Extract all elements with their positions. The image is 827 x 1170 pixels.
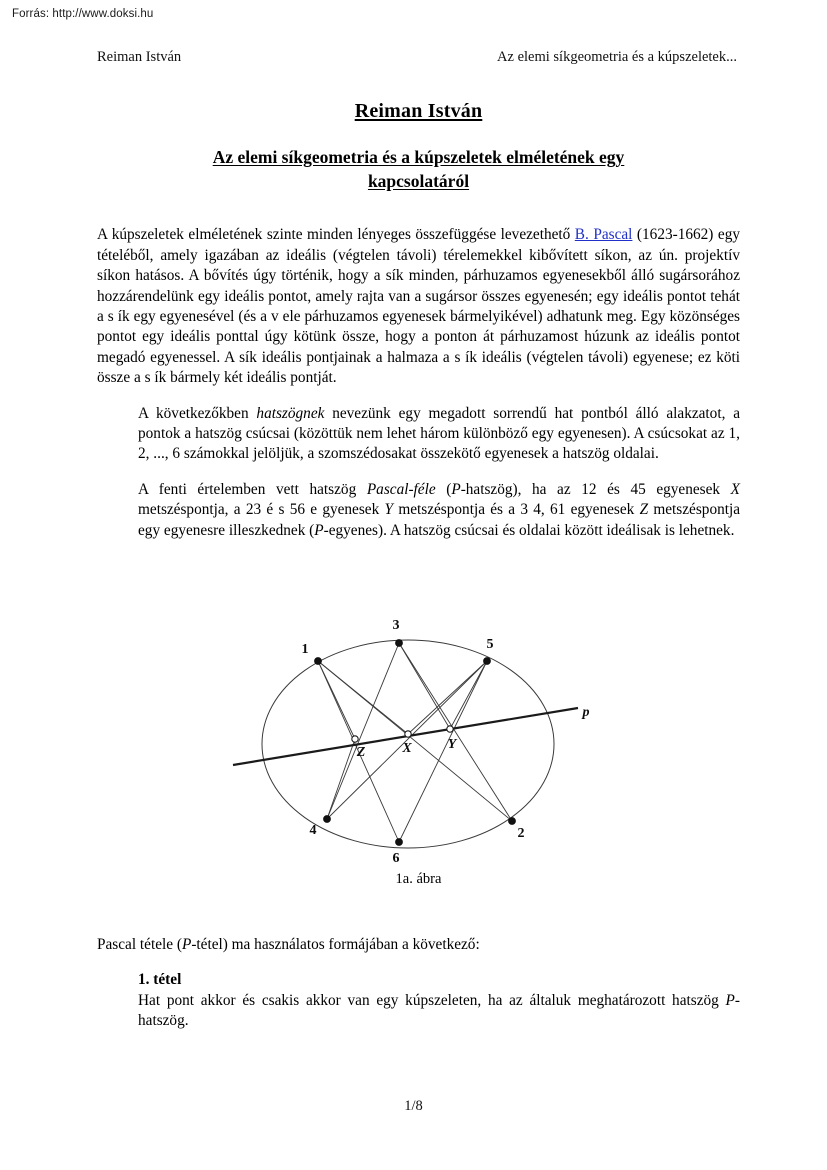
- pascal-fele-italic: Pascal-féle: [366, 480, 436, 498]
- source-watermark: Forrás: http://www.doksi.hu: [12, 8, 154, 20]
- page-title-line-2: kapcsolatáról: [367, 171, 470, 192]
- document-author-title: [97, 100, 740, 123]
- pascal-hexagon-diagram: [0, 612, 827, 867]
- symbol-y: Y: [384, 501, 394, 519]
- symbol-p-1: P: [451, 480, 461, 498]
- theorem-heading-text: 1. tétel: [138, 971, 182, 989]
- symbol-z: Z: [639, 501, 649, 519]
- theorem-intro-part-a: Pascal tétele (: [97, 936, 182, 953]
- figure-vertex-label-6: 6: [392, 851, 400, 866]
- figure-1a: [0, 612, 827, 888]
- figure-vertex-label-1: 1: [301, 642, 309, 657]
- symbol-p-4: P: [725, 991, 735, 1009]
- paragraph-pascal-hexagon: [138, 480, 740, 541]
- document-content-lower: [97, 935, 740, 1047]
- pascal-hex-part-b: (: [435, 480, 452, 498]
- hexagon-def-part-a: A következőkben: [138, 404, 257, 422]
- running-header: [97, 49, 737, 66]
- pascal-hex-part-d: metszéspontja, a 23 é s 56 e gyenesek: [138, 501, 385, 519]
- paragraph-intro: [97, 225, 740, 388]
- theorem-intro-part-b: -tétel) ma használatos formájában a következő:: [191, 936, 480, 953]
- paragraph-intro-part-b: (1623-1662) egy tételéből, amely igazában az ideális (végtelen távoli) térelemekkel kibővített síkon, az ún. projektív síkon hatásos. A bővítés úgy történik, hogy a sík minden, párhuzamos egyenesekből álló sugársorához hozzárendelünk egy ideális pontot, amely rajta van a sugársor összes egyenesén; egy ideális pontot tehát a s ík egy egyenesével (és a v ele párhuzamos egyenesek bármelyikével) adhatunk meg. Egy közönséges pontot egy ideális ponttal úgy kötünk össze, hogy a ponton át párhuzamost húzunk az ideális pontot megadó egyenessel. A sík ideális pontjainak a halmaza a s ík ideális (végtelen távoli) egyenese; ez köti össze a s ík bármely két ideális pontját.: [97, 226, 740, 387]
- figure-vertex-label-4: 4: [309, 823, 317, 838]
- figure-vertex-label-2: 2: [517, 826, 525, 841]
- figure-vertex-label-3: 3: [392, 618, 400, 633]
- pascal-hex-part-f: metszéspontja egy egyenesre illeszkednek (: [138, 501, 741, 539]
- theorem-heading: [138, 970, 740, 990]
- symbol-x: X: [730, 480, 740, 498]
- document-content: [97, 100, 740, 556]
- pascal-hex-part-a: A fenti értelemben vett hatszög: [138, 480, 367, 498]
- running-header-left: Reiman István: [97, 49, 182, 65]
- paragraph-hexagon-definition: [138, 404, 740, 465]
- hexagon-def-part-b: nevezünk egy megadott sorrendű hat pontból álló alakzatot, a pontok a hatszög csúcsai (közöttük nem lehet három különböző egy egyenesen). A csúcsokat az 1, 2, ..., 6 számokkal jelöljük, a szomszédosakat összekötő egyenesek a hatszög oldalai.: [138, 404, 741, 463]
- figure-1a-caption: 1a. ábra: [395, 871, 442, 887]
- symbol-p-2: P: [314, 521, 324, 539]
- figure-line-label-p: p: [582, 705, 590, 720]
- page-title: [97, 145, 740, 193]
- figure-intersection-label-Z: Z: [356, 745, 366, 760]
- page-footer: [0, 1098, 827, 1115]
- figure-vertex-label-5: 5: [486, 637, 494, 652]
- document-author-title-text: Reiman István: [354, 100, 483, 122]
- paragraph-pascal-theorem-intro: [97, 935, 740, 955]
- pascal-link[interactable]: B. Pascal: [574, 226, 633, 244]
- pascal-hex-part-g: -egyenes). A hatszög csúcsai és oldalai között ideálisak is lehetnek.: [323, 521, 735, 539]
- pascal-hex-part-e: metszéspontja és a 3 4, 61 egyenesek: [393, 501, 640, 519]
- figure-1a-drawing: [0, 612, 827, 867]
- theorem-body: [138, 991, 740, 1032]
- symbol-p-3: P: [181, 936, 192, 953]
- figure-intersection-label-X: X: [402, 741, 412, 756]
- theorem-body-part-b: -hatszög.: [138, 991, 740, 1030]
- hexagon-term-italic: hatszögnek: [256, 404, 325, 422]
- running-header-right: Az elemi síkgeometria és a kúpszeletek...: [497, 49, 737, 65]
- theorem-body-part-a: Hat pont akkor és csakis akkor van egy kúpszeleten, ha az általuk meghatározott hatszög: [138, 991, 726, 1009]
- page-number: 1/8: [404, 1098, 423, 1114]
- figure-intersection-label-Y: Y: [447, 737, 457, 752]
- paragraph-intro-part-a: A kúpszeletek elméletének szinte minden lényeges összefüggése levezethető: [97, 226, 575, 244]
- page-title-line-1: Az elemi síkgeometria és a kúpszeletek elméletének egy: [212, 147, 625, 167]
- pascal-hex-part-c: -hatszög), ha az 12 és 45 egyenesek: [460, 480, 731, 498]
